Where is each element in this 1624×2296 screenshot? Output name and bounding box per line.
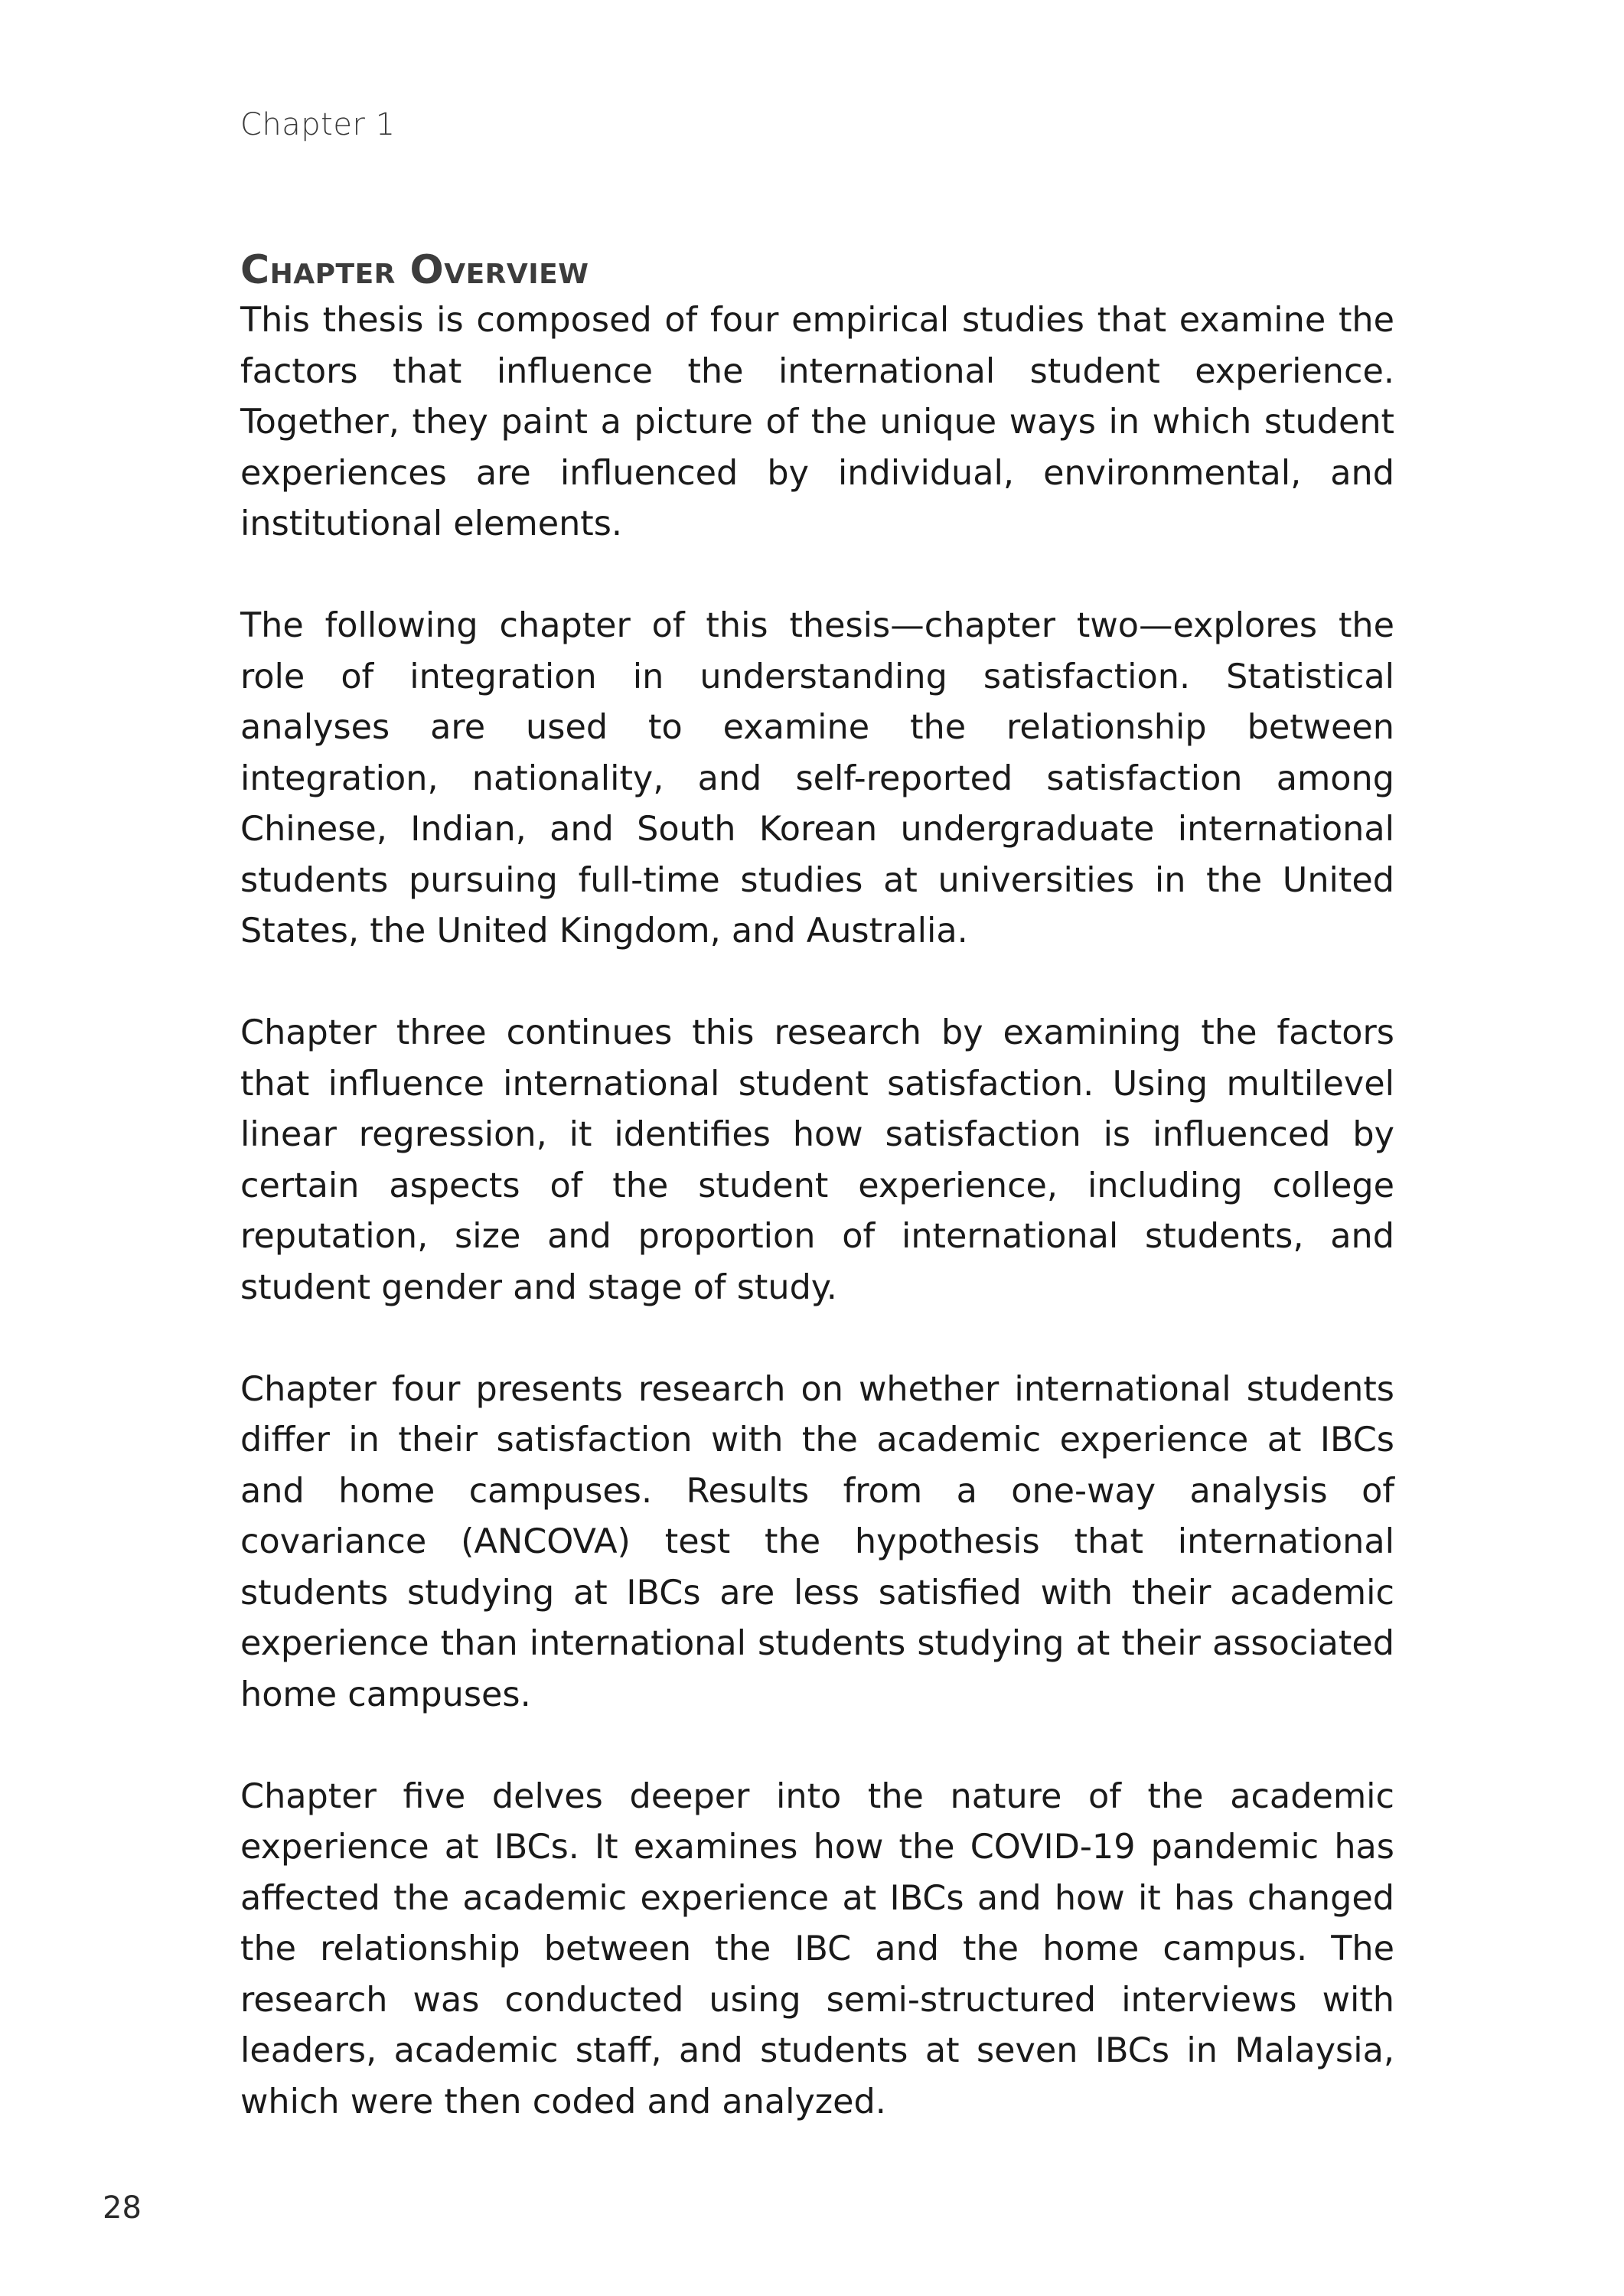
section-title: Chapter Overview xyxy=(240,247,589,293)
paragraph-chapter-four: Chapter four presents research on whether international students differ in their satisfaction with the academic experience at IBCs and home campuses. Results from a one-way analysis of covariance (ANCOVA) test the hypothesis that international students studying at IBCs are less satisfied with their academic experience than international students studying at their associated home campuses. xyxy=(240,1369,1394,1714)
paragraph-intro: This thesis is composed of four empirical studies that examine the factors that influence the international student experience. Together, they paint a picture of the unique ways in which student experiences are influenced by individual, environmental, and institutional elements. xyxy=(240,301,1394,543)
main-content xyxy=(240,245,1394,2128)
running-header: Chapter 1 xyxy=(240,107,396,142)
page-number: 28 xyxy=(103,2190,142,2226)
paragraph-chapter-three: Chapter three continues this research by examining the factors that influence international student satisfaction. Using multilevel linear regression, it identifies how satisfaction is influenced by certain aspects of the student experience, including college reputation, size and proportion of international students, and student gender and stage of study. xyxy=(240,1013,1394,1307)
paragraph-chapter-five: Chapter five delves deeper into the nature of the academic experience at IBCs. It examines how the COVID-19 pandemic has affected the academic experience at IBCs and how it has changed the relationship between the IBC and the home campus. The research was conducted using semi-structured interviews with leaders, academic staff, and students at seven IBCs in Malaysia, which were then coded and analyzed. xyxy=(240,1776,1394,2122)
paragraph-chapter-two: The following chapter of this thesis—chapter two—explores the role of integration in understanding satisfaction. Statistical analyses are used to examine the relationship between integration, nationality, and self-reported satisfaction among Chinese, Indian, and South Korean undergraduate international students pursuing full-time studies at universities in the United States, the United Kingdom, and Australia. xyxy=(240,606,1394,951)
